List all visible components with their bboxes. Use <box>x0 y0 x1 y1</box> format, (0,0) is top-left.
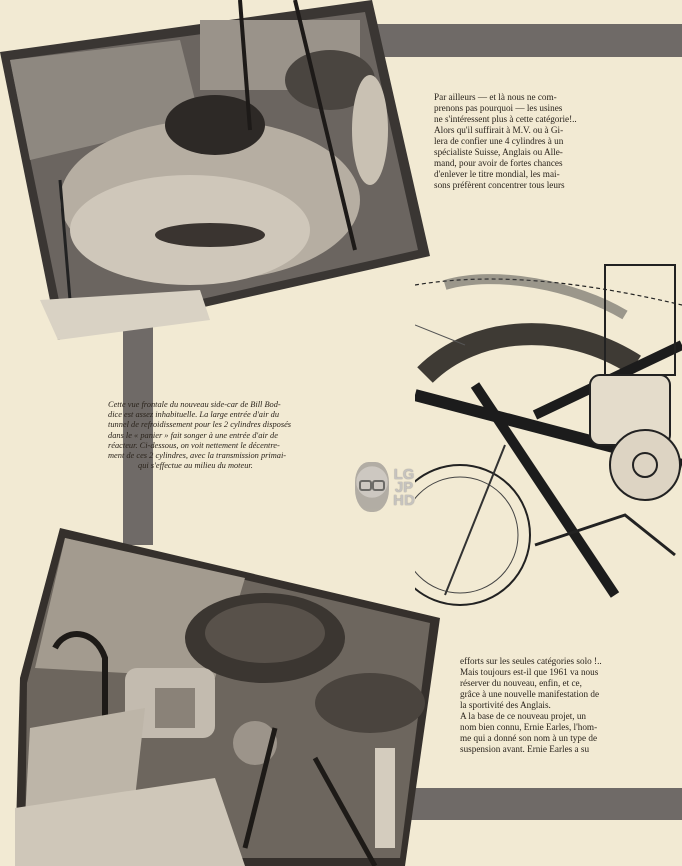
text-line: Mais toujours est-il que 1961 va nous <box>460 667 599 677</box>
caption-line: qui s'effectue au milieu du moteur. <box>138 461 253 471</box>
text-line: A la base de ce nouveau projet, un <box>460 711 587 721</box>
article-column-bottom <box>460 656 667 755</box>
engine-closeup-photo <box>15 528 440 866</box>
text-line: réserver du nouveau, enfin, et ce, <box>460 678 582 688</box>
text-line: prenons pas pourquoi — les usines <box>434 103 563 113</box>
text-line: sons préfèrent concentrer tous leurs <box>434 180 565 190</box>
article-column-top <box>434 92 638 191</box>
sidecar-front-photo <box>0 0 430 345</box>
caption-line: dans le « panier » fait songer à une entrée d'air de <box>108 430 278 440</box>
photo-caption <box>108 400 346 471</box>
text-line: la sportivité des Anglais. <box>460 700 551 710</box>
text-line: suspension avant. Ernie Earles a su <box>460 744 590 754</box>
text-line: Par ailleurs — et là nous ne com- <box>434 92 557 102</box>
text-line: spécialiste Suisse, Anglais ou Alle- <box>434 147 563 157</box>
text-line: d'enlever le titre mondial, les mai- <box>434 169 560 179</box>
text-line: nom bien connu, Ernie Earles, l'hom- <box>460 722 598 732</box>
text-line: Alors qu'il suffirait à M.V. ou à Gi- <box>434 125 564 135</box>
face-icon <box>355 462 389 512</box>
text-line: efforts sur les seules catégories solo !.. <box>460 656 602 666</box>
caption-line: Cette vue frontale du nouveau side-car de Bill Bod- <box>108 400 281 409</box>
text-line: ne s'intéressent plus à cette catégorie!.. <box>434 114 577 124</box>
text-line: me qui a donné son nom à un type de <box>460 733 598 743</box>
watermark-logo <box>350 452 420 522</box>
caption-line: réacteur. Ci-dessous, on voit nettement le décentre- <box>108 440 280 450</box>
caption-line: dice est assez inhabituelle. La large entrée d'air du <box>108 410 280 420</box>
caption-line: ment de ces 2 cylindres, avec la transmission primai- <box>108 451 287 461</box>
text-line: lera de confier une 4 cylindres à un <box>434 136 564 146</box>
text-line: mand, pour avoir de fortes chances <box>434 158 563 168</box>
watermark-text: LG JP HD <box>393 465 415 509</box>
text-line: grâce à une nouvelle manifestation de <box>460 689 600 699</box>
caption-line: tunnel de refroidissement pour les 2 cylindres disposés <box>108 420 292 430</box>
engine-frame-drawing <box>415 215 682 615</box>
